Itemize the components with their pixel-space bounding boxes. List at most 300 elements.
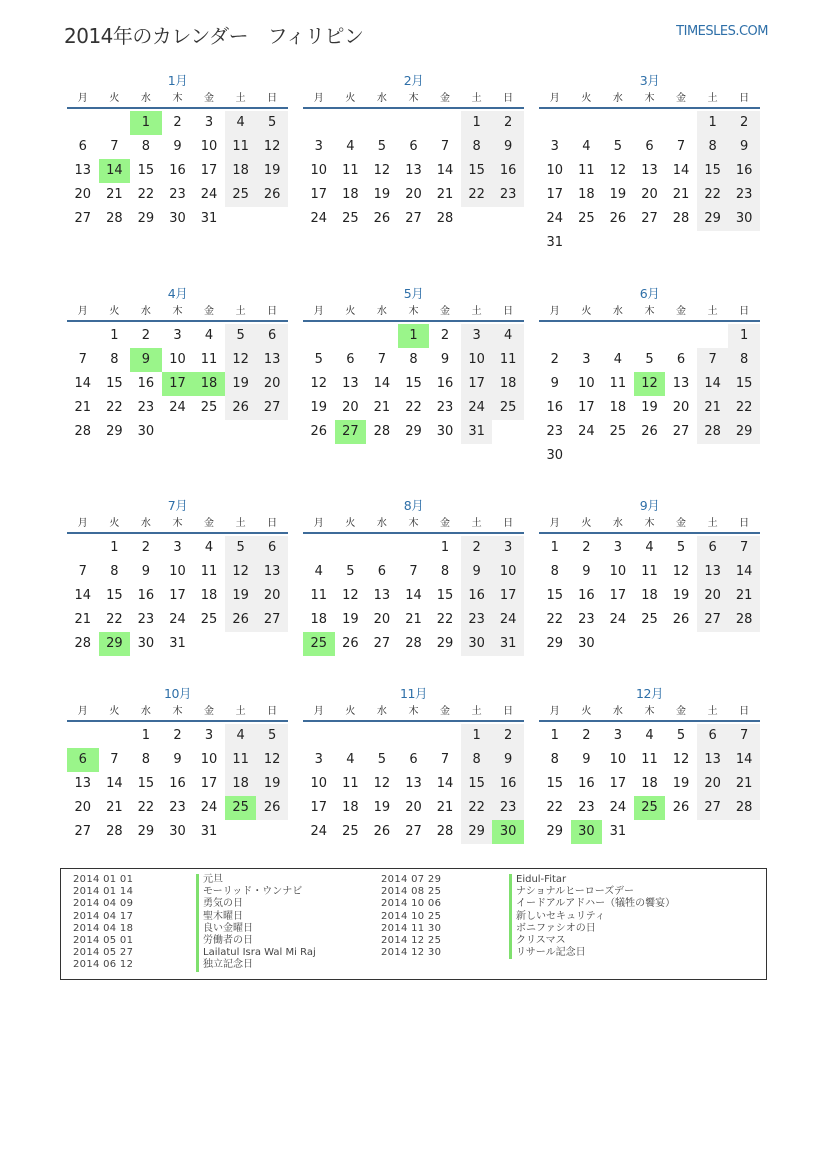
day-cell: 8 (550, 752, 559, 767)
weekday-label: 木 (408, 306, 419, 317)
day-cell: 23 (137, 400, 155, 415)
day-cell: 19 (225, 372, 257, 396)
weekday-label: 木 (644, 706, 655, 717)
day-cell: 23 (169, 800, 186, 815)
weekday-label: 月 (549, 306, 560, 317)
weekday-label: 金 (676, 706, 687, 717)
weekday-label: 土 (471, 93, 482, 104)
day-cell: 28 (373, 424, 391, 439)
day-cell: 28 (672, 211, 690, 226)
day-cell: 23 (492, 183, 524, 207)
day-cell: 10 (169, 564, 186, 579)
day-cell: 21 (672, 187, 690, 202)
weekday-label: 火 (581, 93, 592, 104)
day-cell: 5 (314, 352, 323, 367)
day-cell: 20 (342, 400, 359, 415)
weekday-label: 日 (503, 706, 514, 717)
weekday-label: 木 (172, 306, 183, 317)
day-cell: 19 (609, 187, 627, 202)
day-cell: 9 (582, 752, 591, 767)
day-cell: 12 (256, 135, 288, 159)
day-cell: 14 (436, 163, 454, 178)
legend-date: 2014 07 29 (381, 874, 442, 885)
day-cell: 17 (310, 187, 328, 202)
weekday-label: 月 (77, 93, 88, 104)
day-cell: 7 (110, 139, 119, 154)
day-cell: 8 (461, 135, 493, 159)
day-cell: 21 (74, 400, 92, 415)
weekday-label: 土 (707, 518, 718, 529)
day-cell: 6 (409, 752, 418, 767)
day-cell: 7 (440, 752, 450, 767)
day-cell: 27 (697, 608, 729, 632)
day-grid (67, 111, 288, 231)
weekday-label: 月 (549, 518, 560, 529)
empty-cell (398, 724, 430, 748)
weekday-label: 日 (739, 706, 750, 717)
weekday-label: 月 (313, 706, 324, 717)
month-1 (67, 73, 288, 231)
day-cell: 8 (141, 752, 151, 767)
day-cell: 12 (373, 776, 391, 791)
day-cell: 19 (256, 772, 288, 796)
weekday-label: 水 (140, 93, 151, 104)
day-cell: 26 (256, 796, 288, 820)
day-cell: 5 (346, 564, 355, 579)
weekday-label: 土 (471, 306, 482, 317)
day-cell: 30 (546, 448, 564, 463)
empty-cell (602, 324, 634, 348)
weekday-label: 金 (440, 93, 451, 104)
day-cell: 26 (609, 211, 627, 226)
month-name: 10月 (164, 686, 191, 701)
day-cell: 26 (310, 424, 328, 439)
day-cell: 27 (405, 824, 422, 839)
day-cell: 4 (582, 139, 591, 154)
day-cell: 22 (546, 612, 564, 627)
day-cell: 22 (728, 396, 760, 420)
day-cell: 20 (672, 400, 690, 415)
day-cell: 5 (225, 536, 257, 560)
legend-holiday-name: イードアルアドハー（犠牲の饗宴） (509, 898, 675, 910)
month-name: 3月 (639, 73, 660, 88)
holiday-day-cell: 17 (162, 372, 194, 396)
day-grid (303, 536, 524, 656)
day-cell: 18 (578, 187, 595, 202)
day-cell: 20 (256, 372, 288, 396)
day-cell: 11 (641, 752, 658, 767)
holiday-day-cell: 9 (130, 348, 162, 372)
weekday-header (303, 515, 524, 534)
day-cell: 10 (200, 752, 218, 767)
day-cell: 26 (373, 211, 391, 226)
legend-date: 2014 04 18 (73, 922, 134, 934)
month-12 (539, 686, 760, 844)
day-cell: 30 (169, 824, 186, 839)
weekday-label: 金 (440, 518, 451, 529)
day-grid (539, 536, 760, 656)
day-cell: 17 (461, 372, 493, 396)
day-cell: 12 (672, 564, 690, 579)
weekday-label: 火 (581, 706, 592, 717)
day-cell: 17 (492, 584, 524, 608)
day-cell: 19 (672, 588, 690, 603)
day-cell: 11 (342, 163, 359, 178)
holiday-day-cell: 14 (99, 159, 131, 183)
day-cell: 31 (169, 636, 186, 651)
day-cell: 8 (728, 348, 760, 372)
weekday-label: 月 (77, 706, 88, 717)
weekday-label: 金 (676, 93, 687, 104)
weekday-header (539, 303, 760, 322)
day-cell: 8 (461, 748, 493, 772)
legend-dates-left (73, 874, 133, 972)
day-cell: 14 (373, 376, 391, 391)
empty-cell (366, 536, 398, 560)
day-cell: 31 (492, 632, 524, 656)
empty-cell (67, 536, 99, 560)
weekday-label: 木 (172, 518, 183, 529)
day-cell: 9 (173, 139, 182, 154)
weekday-label: 火 (581, 306, 592, 317)
day-cell: 21 (436, 800, 454, 815)
empty-cell (429, 724, 461, 748)
day-cell: 10 (200, 139, 218, 154)
day-cell: 1 (550, 728, 559, 743)
weekday-label: 日 (739, 93, 750, 104)
empty-cell (665, 111, 697, 135)
weekday-header (67, 303, 288, 322)
day-cell: 8 (141, 139, 151, 154)
day-cell: 24 (609, 800, 627, 815)
day-cell: 30 (137, 636, 155, 651)
day-cell: 29 (697, 207, 729, 231)
day-cell: 9 (582, 564, 591, 579)
day-cell: 1 (110, 540, 119, 555)
day-cell: 22 (106, 612, 123, 627)
day-cell: 2 (440, 328, 450, 343)
day-cell: 23 (546, 424, 564, 439)
day-cell: 5 (645, 352, 654, 367)
day-cell: 8 (409, 352, 418, 367)
month-name: 2月 (403, 73, 424, 88)
weekday-label: 金 (440, 306, 451, 317)
weekday-label: 月 (549, 706, 560, 717)
day-cell: 19 (373, 800, 391, 815)
day-cell: 10 (461, 348, 493, 372)
day-cell: 21 (728, 584, 760, 608)
weekday-header (539, 90, 760, 109)
month-9 (539, 498, 760, 656)
legend-dates-right (381, 874, 441, 959)
empty-cell (67, 111, 99, 135)
month-2 (303, 73, 524, 231)
month-name: 6月 (639, 286, 660, 301)
month-name: 5月 (403, 286, 424, 301)
legend-holiday-name: Lailatul Isra Wal Mi Raj (196, 947, 316, 959)
day-cell: 6 (676, 352, 686, 367)
day-cell: 31 (461, 420, 493, 444)
day-cell: 20 (74, 800, 92, 815)
empty-cell (335, 536, 367, 560)
holiday-day-cell: 29 (99, 632, 131, 656)
day-cell: 12 (342, 588, 359, 603)
day-cell: 4 (314, 564, 323, 579)
weekday-label: 水 (376, 93, 387, 104)
day-cell: 24 (200, 800, 218, 815)
month-name: 11月 (400, 686, 427, 701)
holiday-day-cell: 25 (634, 796, 666, 820)
day-cell: 16 (546, 400, 564, 415)
day-cell: 1 (550, 540, 559, 555)
day-cell: 14 (728, 560, 760, 584)
empty-cell (429, 111, 461, 135)
day-cell: 6 (409, 139, 418, 154)
day-cell: 26 (225, 396, 257, 420)
day-cell: 12 (310, 376, 328, 391)
day-cell: 13 (256, 348, 288, 372)
day-cell: 8 (697, 135, 729, 159)
day-cell: 16 (169, 776, 186, 791)
legend-date: 2014 01 14 (73, 886, 134, 898)
weekday-label: 日 (739, 306, 750, 317)
day-cell: 15 (436, 588, 454, 603)
empty-cell (398, 536, 430, 560)
day-cell: 5 (377, 752, 387, 767)
day-cell: 19 (225, 584, 257, 608)
legend-date: 2014 06 12 (73, 959, 134, 971)
legend-holiday-name: Eidul-Fitar (509, 874, 675, 886)
day-cell: 3 (173, 328, 182, 343)
day-cell: 16 (137, 588, 155, 603)
weekday-label: 木 (172, 93, 183, 104)
site-logo[interactable]: TIMESLES.COM (676, 24, 768, 39)
day-cell: 12 (373, 163, 391, 178)
day-cell: 4 (204, 328, 214, 343)
day-cell: 21 (697, 396, 729, 420)
legend-date: 2014 10 25 (381, 910, 442, 922)
day-cell: 13 (342, 376, 359, 391)
day-cell: 28 (106, 824, 123, 839)
legend-date: 2014 12 30 (381, 947, 442, 959)
weekday-label: 月 (313, 518, 324, 529)
weekday-label: 金 (676, 306, 687, 317)
day-cell: 21 (405, 612, 422, 627)
day-cell: 24 (492, 608, 524, 632)
empty-cell (665, 324, 697, 348)
weekday-label: 日 (267, 93, 278, 104)
day-cell: 7 (440, 139, 450, 154)
day-cell: 14 (405, 588, 422, 603)
day-cell: 21 (106, 800, 123, 815)
weekday-label: 木 (644, 306, 655, 317)
month-4 (67, 286, 288, 444)
day-cell: 19 (672, 776, 690, 791)
legend-holiday-name: 良い金曜日 (196, 923, 316, 935)
month-3 (539, 73, 760, 255)
day-cell: 20 (641, 187, 658, 202)
day-cell: 17 (200, 163, 218, 178)
empty-cell (303, 724, 335, 748)
day-grid (539, 111, 760, 255)
weekday-label: 火 (345, 306, 356, 317)
day-cell: 24 (200, 187, 218, 202)
day-cell: 9 (141, 564, 151, 579)
day-cell: 12 (672, 752, 690, 767)
holiday-day-cell: 27 (335, 420, 367, 444)
day-cell: 7 (78, 352, 87, 367)
day-cell: 13 (74, 776, 92, 791)
weekday-label: 月 (313, 306, 324, 317)
legend-holiday-name: 労働者の日 (196, 935, 316, 947)
day-cell: 20 (373, 612, 391, 627)
day-cell: 17 (609, 588, 627, 603)
day-cell: 11 (492, 348, 524, 372)
day-cell: 15 (461, 159, 493, 183)
weekday-label: 水 (612, 706, 623, 717)
day-cell: 27 (74, 211, 92, 226)
day-cell: 27 (373, 636, 391, 651)
legend-holiday-name: 勇気の日 (196, 898, 316, 910)
day-cell: 29 (546, 636, 564, 651)
day-cell: 15 (106, 588, 123, 603)
day-cell: 4 (225, 724, 257, 748)
day-grid (67, 324, 288, 444)
day-cell: 20 (405, 800, 422, 815)
day-cell: 2 (173, 115, 182, 130)
weekday-label: 土 (235, 706, 246, 717)
empty-cell (697, 324, 729, 348)
day-cell: 28 (436, 211, 454, 226)
day-cell: 15 (546, 776, 564, 791)
holiday-day-cell: 6 (67, 748, 99, 772)
day-cell: 15 (106, 376, 123, 391)
month-10 (67, 686, 288, 844)
weekday-label: 金 (440, 706, 451, 717)
day-cell: 9 (550, 376, 559, 391)
day-cell: 12 (609, 163, 627, 178)
weekday-label: 木 (408, 706, 419, 717)
day-cell: 25 (225, 183, 257, 207)
day-cell: 2 (492, 724, 524, 748)
day-cell: 16 (137, 376, 155, 391)
day-cell: 9 (492, 748, 524, 772)
empty-cell (539, 111, 571, 135)
legend-holiday-name: モーリッド・ウンナビ (196, 886, 316, 898)
day-cell: 24 (578, 424, 595, 439)
day-cell: 7 (110, 752, 119, 767)
holiday-day-cell: 30 (492, 820, 524, 844)
weekday-label: 水 (612, 518, 623, 529)
holiday-day-cell: 1 (398, 324, 430, 348)
holiday-day-cell: 30 (571, 820, 603, 844)
legend-names-left (196, 874, 316, 972)
day-cell: 6 (256, 536, 288, 560)
day-cell: 21 (74, 612, 92, 627)
day-cell: 29 (546, 824, 564, 839)
day-cell: 16 (492, 159, 524, 183)
day-cell: 28 (728, 608, 760, 632)
day-cell: 15 (697, 159, 729, 183)
legend-date: 2014 11 30 (381, 922, 442, 934)
day-cell: 1 (440, 540, 450, 555)
day-cell: 26 (373, 824, 391, 839)
empty-cell (303, 111, 335, 135)
legend-date: 2014 04 17 (73, 910, 134, 922)
day-cell: 25 (200, 400, 218, 415)
empty-cell (571, 324, 603, 348)
page-title: 2014年のカレンダー フィリピン (64, 24, 364, 48)
day-cell: 2 (582, 540, 591, 555)
day-cell: 5 (225, 324, 257, 348)
day-cell: 11 (225, 748, 257, 772)
weekday-header (67, 703, 288, 722)
weekday-label: 水 (140, 306, 151, 317)
empty-cell (366, 324, 398, 348)
day-cell: 26 (256, 183, 288, 207)
day-cell: 14 (74, 376, 92, 391)
weekday-label: 木 (408, 93, 419, 104)
day-cell: 18 (200, 588, 218, 603)
empty-cell (67, 324, 99, 348)
weekday-label: 日 (267, 518, 278, 529)
day-cell: 10 (310, 163, 328, 178)
weekday-label: 火 (109, 93, 120, 104)
day-cell: 16 (578, 588, 595, 603)
day-cell: 13 (641, 163, 658, 178)
weekday-label: 土 (707, 306, 718, 317)
weekday-label: 火 (345, 518, 356, 529)
weekday-label: 日 (267, 706, 278, 717)
legend-date: 2014 04 09 (73, 898, 134, 910)
day-cell: 16 (461, 584, 493, 608)
weekday-label: 火 (581, 518, 592, 529)
day-cell: 15 (137, 776, 155, 791)
day-cell: 20 (697, 584, 729, 608)
weekday-label: 木 (172, 706, 183, 717)
day-cell: 28 (728, 796, 760, 820)
day-cell: 1 (728, 324, 760, 348)
day-cell: 26 (672, 612, 690, 627)
weekday-label: 月 (77, 518, 88, 529)
day-cell: 2 (492, 111, 524, 135)
day-cell: 29 (436, 636, 454, 651)
empty-cell (99, 724, 131, 748)
day-cell: 14 (74, 588, 92, 603)
empty-cell (634, 111, 666, 135)
day-cell: 18 (342, 800, 359, 815)
day-cell: 22 (461, 183, 493, 207)
weekday-label: 木 (644, 93, 655, 104)
day-cell: 28 (697, 420, 729, 444)
weekday-label: 日 (503, 306, 514, 317)
day-cell: 21 (436, 187, 454, 202)
day-cell: 28 (106, 211, 123, 226)
day-cell: 23 (461, 608, 493, 632)
day-cell: 22 (137, 800, 155, 815)
day-cell: 22 (546, 800, 564, 815)
day-cell: 17 (609, 776, 627, 791)
legend-holiday-name: ナショナルヒーローズデー (509, 886, 675, 898)
day-cell: 2 (173, 728, 182, 743)
weekday-label: 火 (345, 706, 356, 717)
empty-cell (303, 536, 335, 560)
day-cell: 2 (550, 352, 559, 367)
empty-cell (634, 324, 666, 348)
day-cell: 27 (405, 211, 422, 226)
month-11 (303, 686, 524, 844)
day-cell: 23 (137, 612, 155, 627)
